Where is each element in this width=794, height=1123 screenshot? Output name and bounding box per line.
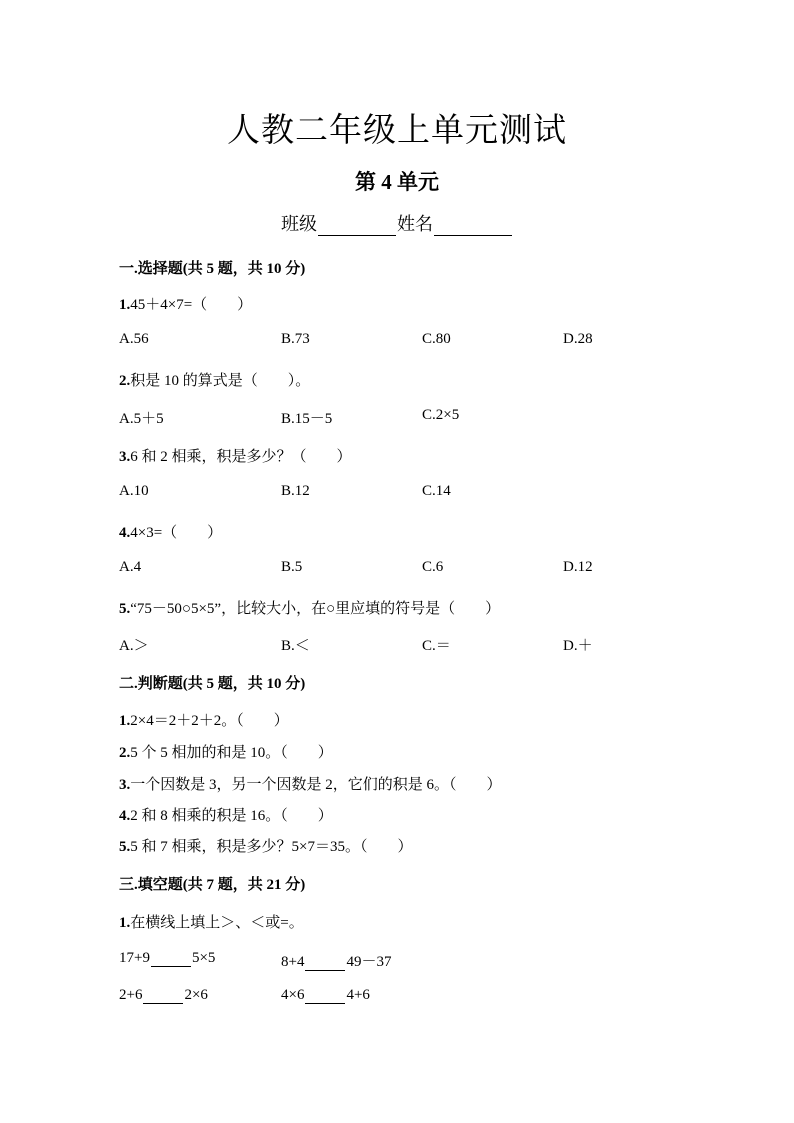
- option-3a: A.10: [119, 483, 149, 499]
- option-5d: D.＋: [563, 638, 593, 654]
- section-heading-fill: 三.填空题(共 7 题，共 21 分): [119, 877, 306, 893]
- option-3c: C.14: [422, 483, 451, 499]
- choice-question-1: 1.45＋4×7=（ ）: [119, 297, 253, 313]
- option-5c: C.＝: [422, 638, 451, 654]
- class-name-line: [0, 210, 794, 236]
- name-blank[interactable]: [434, 217, 512, 236]
- choice-question-5: 5.“75－50○5×5”，比较大小，在○里应填的符号是（ ）: [119, 601, 501, 617]
- judgement-question-4: 4.2 和 8 相乘的积是 16。（ ）: [119, 808, 333, 824]
- section-heading-judgement: 二.判断题(共 5 题，共 10 分): [119, 676, 306, 692]
- option-5b: B.＜: [281, 638, 310, 654]
- judgement-question-2: 2.5 个 5 相加的和是 10。（ ）: [119, 745, 333, 761]
- option-1c: C.80: [422, 331, 451, 347]
- judgement-question-5: 5.5 和 7 相乘，积是多少？5×7＝35。（ ）: [119, 839, 413, 855]
- compare-blank-3[interactable]: [143, 989, 183, 1004]
- page-title: 人教二年级上单元测试: [227, 110, 567, 149]
- choice-question-2: 2.积是 10 的算式是（ ）。: [119, 373, 311, 389]
- judgement-question-3: 3.一个因数是 3，另一个因数是 2，它们的积是 6。（ ）: [119, 777, 502, 793]
- option-4a: A.4: [119, 559, 142, 575]
- name-label: 姓名: [397, 214, 433, 234]
- choice-question-3: 3.6 和 2 相乘，积是多少？（ ）: [119, 449, 352, 465]
- option-4b: B.5: [281, 559, 303, 575]
- class-label: 班级: [281, 214, 317, 234]
- option-5a: A.＞: [119, 638, 149, 654]
- option-2a: A.5＋5: [119, 411, 164, 427]
- section-heading-choice: 一.选择题(共 5 题，共 10 分): [119, 261, 306, 277]
- option-1d: D.28: [563, 331, 593, 347]
- option-2b: B.15－5: [281, 411, 333, 427]
- compare-item-3: 2+6 2×6: [119, 987, 208, 1003]
- compare-blank-4[interactable]: [305, 989, 345, 1004]
- option-4d: D.12: [563, 559, 593, 575]
- compare-blank-1[interactable]: [151, 952, 191, 967]
- option-2c: C.2×5: [422, 407, 460, 423]
- compare-blank-2[interactable]: [305, 956, 345, 971]
- compare-item-2: 8+4 49－37: [281, 954, 392, 970]
- unit-subtitle: 第 4 单元: [355, 170, 439, 194]
- judgement-question-1: 1.2×4＝2＋2＋2。（ ）: [119, 713, 289, 729]
- option-1a: A.56: [119, 331, 149, 347]
- fill-question-1: 1.在横线上填上＞、＜或=。: [119, 915, 304, 931]
- choice-question-4: 4.4×3=（ ）: [119, 525, 223, 541]
- option-3b: B.12: [281, 483, 310, 499]
- option-4c: C.6: [422, 559, 444, 575]
- compare-item-4: 4×6 4+6: [281, 987, 370, 1003]
- option-1b: B.73: [281, 331, 310, 347]
- class-blank[interactable]: [318, 217, 396, 236]
- compare-item-1: 17+9 5×5: [119, 950, 216, 966]
